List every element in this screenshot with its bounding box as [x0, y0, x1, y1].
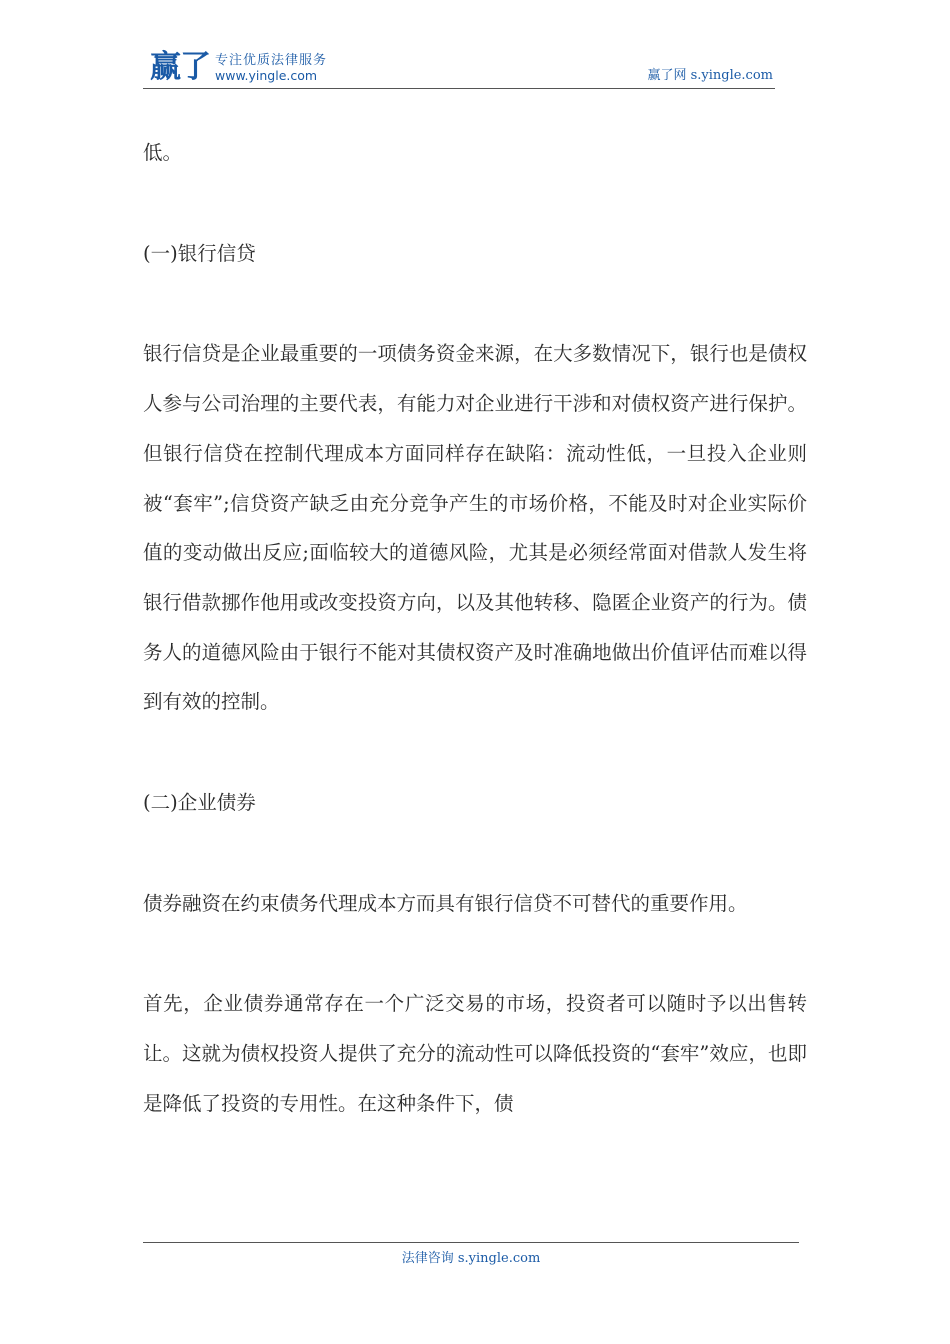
paragraph-bond-financing: 债券融资在约束债务代理成本方而具有银行信贷不可替代的重要作用。 — [143, 891, 748, 915]
page-header — [143, 48, 775, 89]
page-footer — [143, 1242, 799, 1266]
paragraph-first-point: 首先，企业债券通常存在一个广泛交易的市场，投资者可以随时予以出售转让。这就为债权投资人提供了充分的流动性可以降低投资的“套牢”效应，也即是降低了投资的专用性。在这种条件下，债 — [143, 992, 807, 1115]
section-heading-bank-credit: (一)银行信贷 — [143, 241, 256, 265]
section-heading-corporate-bonds: (二)企业债券 — [143, 791, 256, 815]
document-body — [143, 128, 807, 1180]
paragraph-bank-credit: 银行信贷是企业最重要的一项债务资金来源，在大多数情况下，银行也是债权人参与公司治理的主要代表，有能力对企业进行干涉和对债权资产进行保护。但银行信贷在控制代理成本方面同样存在缺陷：流动性低，一旦投入企业则被“套牢”;信贷资产缺乏由充分竞争产生的市场价格，不能及时对企业实际价值的变动做出反应;面临较大的道德风险，尤其是必须经常面对借款人发生将银行借款挪作他用或改变投资方向，以及其他转移、隐匿企业资产的行为。债务人的道德风险由于银行不能对其债权资产及时准确地做出价值评估而难以得到有效的控制。 — [143, 342, 807, 714]
logo-text — [215, 53, 327, 83]
logo-url[interactable]: www.yingle.com — [215, 68, 318, 83]
logo-slogan: 专注优质法律服务 — [215, 53, 328, 68]
header-site-link[interactable]: 赢了网 s.yingle.com — [647, 68, 773, 83]
paragraph-continuation: 低。 — [143, 141, 183, 164]
footer-link[interactable]: 法律咨询 s.yingle.com — [401, 1251, 541, 1266]
site-logo[interactable]: 赢了 — [150, 49, 210, 85]
